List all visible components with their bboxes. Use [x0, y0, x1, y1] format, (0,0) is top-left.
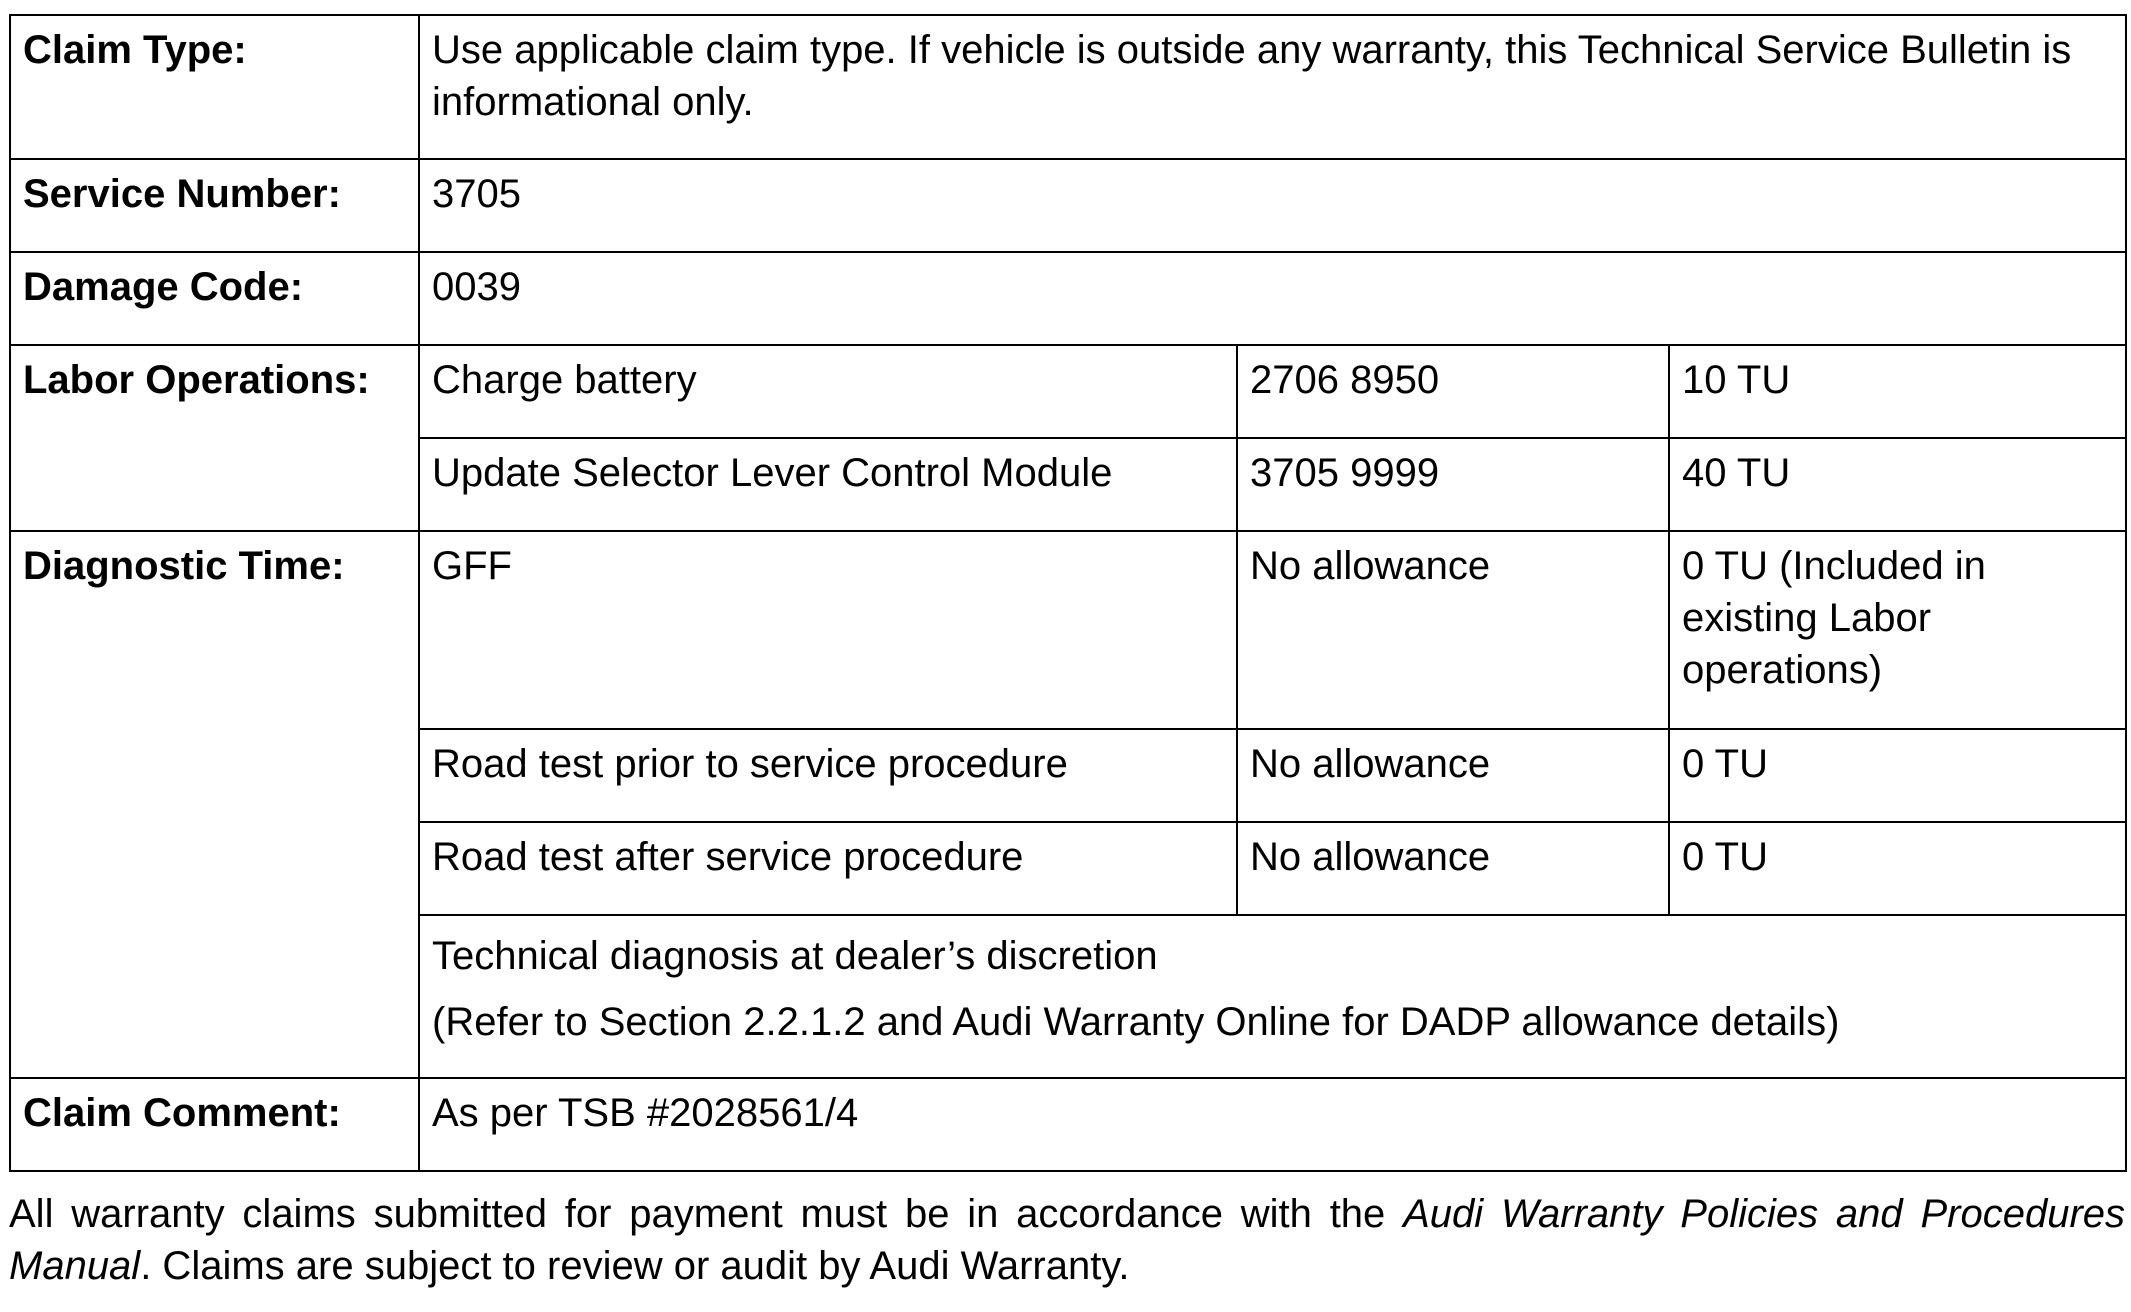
technical-diagnosis-reference: (Refer to Section 2.2.1.2 and Audi Warranty Online for DADP allowance details) [432, 1000, 1840, 1044]
claim-type-row [10, 15, 2126, 159]
damage-code-value: 0039 [419, 252, 2126, 345]
diagnostic-row [10, 531, 2126, 729]
manual-title: Audi Warranty Policies and Procedures Manual [9, 1192, 2126, 1288]
service-number-row [10, 159, 2126, 252]
claim-comment-row [10, 1078, 2126, 1171]
claim-comment-label: Claim Comment: [10, 1078, 419, 1171]
diagnostic-description: Road test prior to service procedure [419, 729, 1237, 822]
technical-diagnosis-text: Technical diagnosis at dealer’s discretion [432, 934, 1158, 978]
labor-operation-code: 3705 9999 [1237, 438, 1669, 531]
labor-operation-description: Charge battery [419, 345, 1237, 438]
diagnostic-allowance: No allowance [1237, 729, 1669, 822]
labor-operations-label: Labor Operations: [10, 345, 419, 531]
technical-diagnosis-cell [419, 915, 2126, 1078]
damage-code-label: Damage Code: [10, 252, 419, 345]
footer-note-text: . Claims are subject to review or audit by Audi Warranty. [140, 1244, 1130, 1288]
diagnostic-time-value: 0 TU [1669, 729, 2126, 822]
diagnostic-allowance: No allowance [1237, 822, 1669, 915]
service-number-label: Service Number: [10, 159, 419, 252]
labor-operation-row [10, 345, 2126, 438]
diagnostic-allowance: No allowance [1237, 531, 1669, 729]
diagnostic-time-value: 0 TU (Included in existing Labor operations) [1669, 531, 2126, 729]
labor-operation-code: 2706 8950 [1237, 345, 1669, 438]
diagnostic-description: GFF [419, 531, 1237, 729]
warranty-claim-table [9, 14, 2127, 1172]
damage-code-row [10, 252, 2126, 345]
service-number-value: 3705 [419, 159, 2126, 252]
footer-note-text: All warranty claims submitted for payment must be in accordance with the [9, 1192, 1404, 1236]
diagnostic-time-value: 0 TU [1669, 822, 2126, 915]
diagnostic-time-label: Diagnostic Time: [10, 531, 419, 1078]
claim-comment-value: As per TSB #2028561/4 [419, 1078, 2126, 1171]
diagnostic-description: Road test after service procedure [419, 822, 1237, 915]
claim-type-label: Claim Type: [10, 15, 419, 159]
labor-operation-time: 40 TU [1669, 438, 2126, 531]
warranty-footer-note [9, 1188, 2125, 1292]
labor-operation-description: Update Selector Lever Control Module [419, 438, 1237, 531]
labor-operation-time: 10 TU [1669, 345, 2126, 438]
claim-type-value: Use applicable claim type. If vehicle is outside any warranty, this Technical Service Bulletin is informational only. [419, 15, 2126, 159]
